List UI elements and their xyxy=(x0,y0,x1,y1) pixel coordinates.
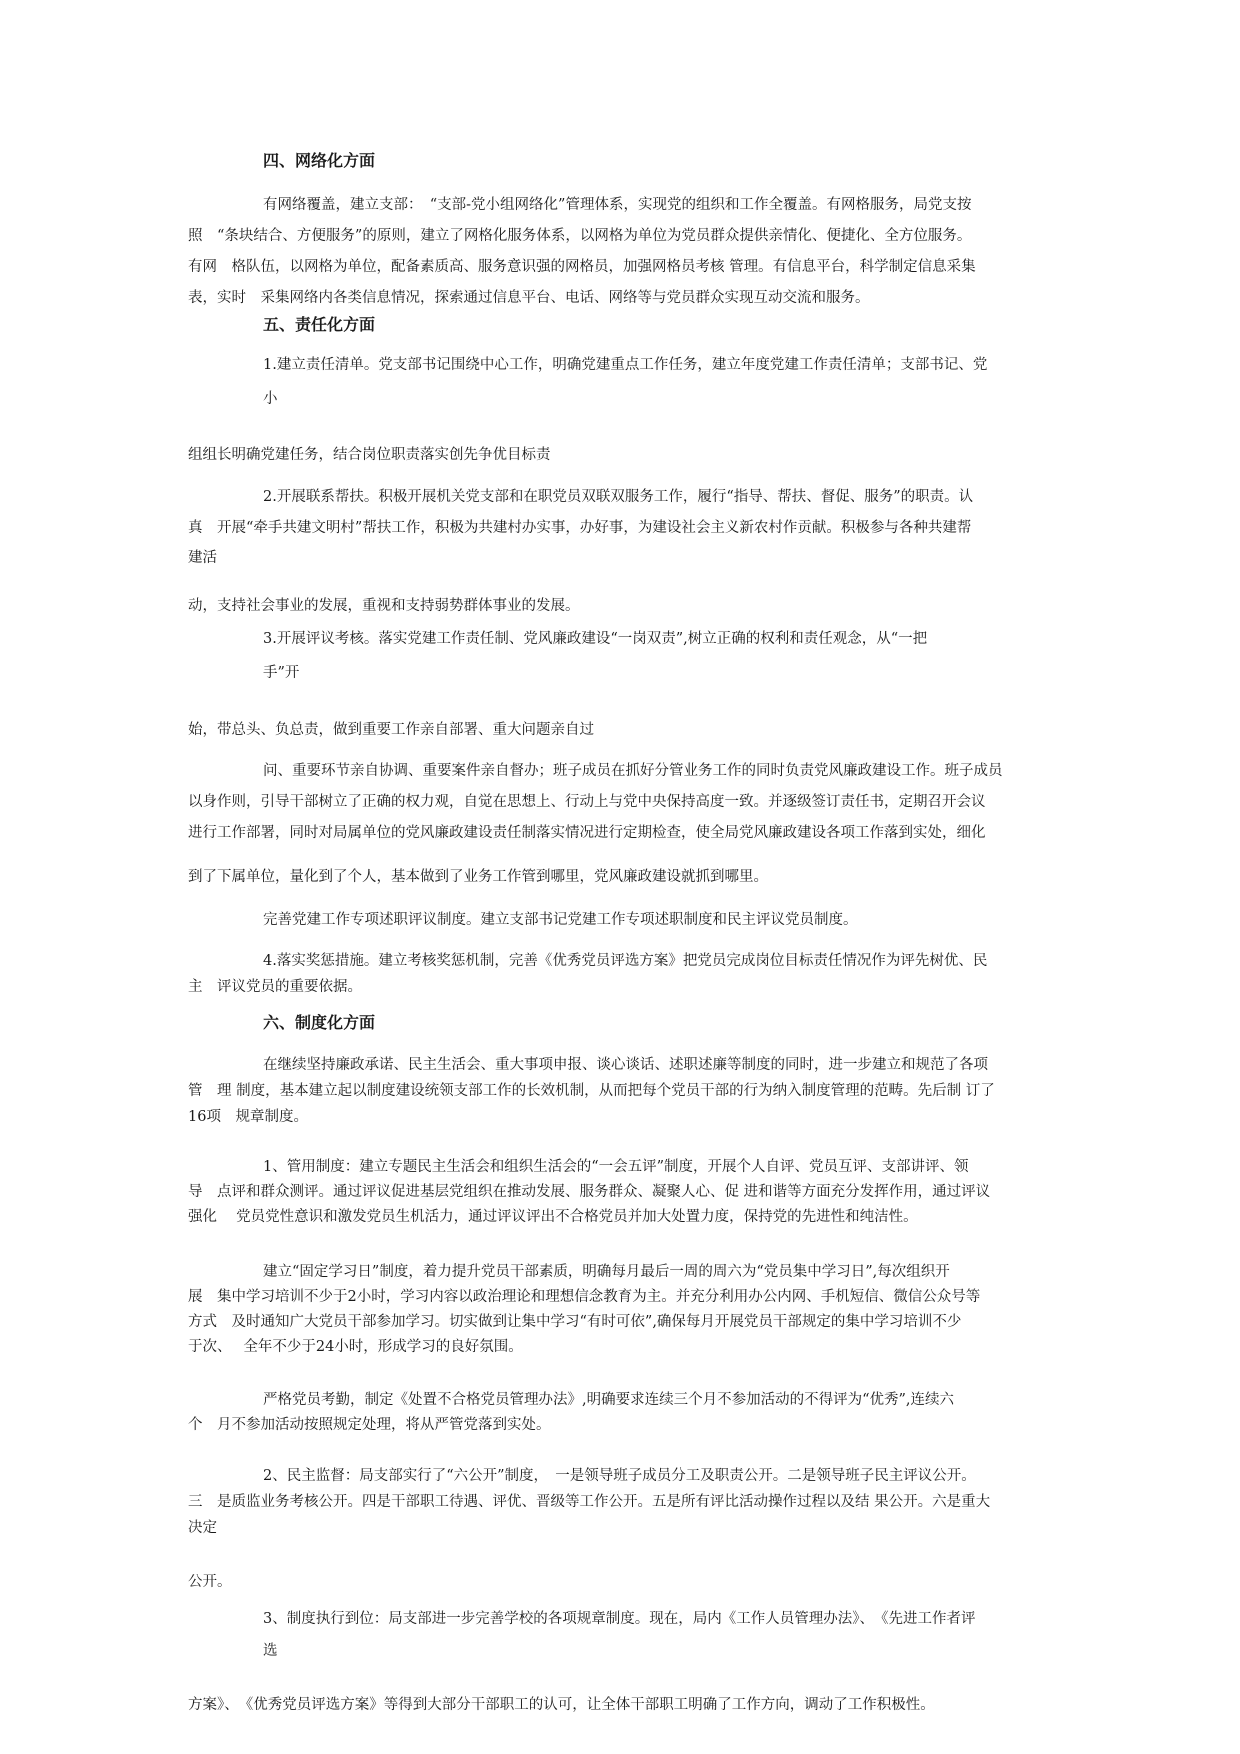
item-1-line: 1.建立责任清单。党支部书记围绕中心工作，明确党建重点工作任务，建立年度党建工作责任清单；支部书记、党 xyxy=(263,357,988,373)
p3-line: 个 月不参加活动按照规定处理，将从严管党落到实处。 xyxy=(188,1417,551,1433)
item-3-line: 始，带总头、负总责，做到重要工作亲自部署、重大问题亲自过 xyxy=(188,722,594,738)
item-3-line: 到了下属单位，量化到了个人，基本做到了业务工作管到哪里，党风廉政建设就抓到哪里。 xyxy=(188,869,768,885)
section-5-extra: 完善党建工作专项述职评议制度。建立支部书记党建工作专项述职制度和民主评议党员制度。 xyxy=(263,912,858,928)
item-3-line: 以身作则，引导干部树立了正确的权力观，自觉在思想上、行动上与党中央保持高度一致。并逐级签订责任书，定期召开会议 xyxy=(188,794,986,810)
p5-line: 方案》、 《优秀党员评选方案》等得到大部分干部职工的认可，让全体干部职工明确了工作方向，调动了工作积极性。 xyxy=(188,1697,935,1713)
p3-line: 严格党员考勤，制定《处置不合格党员管理办法》,明确要求连续三个月不参加活动的不得评为“优秀”,连续六 xyxy=(263,1392,955,1408)
item-4-line: 主 评议党员的重要依据。 xyxy=(188,979,362,995)
p2-line: 方式 及时通知广大党员干部参加学习。切实做到让集中学习“有时可依”,确保每月开展党员干部规定的集中学习培训不少 xyxy=(188,1314,962,1330)
p4-line: 决定 xyxy=(188,1520,217,1536)
item-3-line: 手”开 xyxy=(263,665,300,681)
item-1-line: 小 xyxy=(263,391,278,407)
item-2-line: 真 开展“牵手共建文明村”帮扶工作，积极为共建村办实事，办好事，为建设社会主义新农村作贡献。积极参与各种共建帮 xyxy=(188,520,972,536)
p5-line: 3、制度执行到位：局支部进一步完善学校的各项规章制度。现在，局内《工作人员管理办法》、 《先进工作者评 xyxy=(263,1611,976,1627)
section-heading-5: 五、责任化方面 xyxy=(263,315,376,334)
p1-line: 强化 党员党性意识和激发党员生机活力，通过评议评出不合格党员并加大处置力度，保持党的先进性和纯洁性。 xyxy=(188,1209,918,1225)
p2-line: 建立“固定学习日”制度，着力提升党员干部素质，明确每月最后一周的周六为“党员集中学习日”,每次组织开 xyxy=(263,1264,950,1280)
p1-line: 导 点评和群众测评。通过评议促进基层党组织在推动发展、服务群众、凝聚人心、促 进和谐等方面充分发挥作用，通过评议 xyxy=(188,1184,991,1200)
item-3-line: 问、重要环节亲自协调、重要案件亲自督办；班子成员在抓好分管业务工作的同时负责党风廉政建设工作。班子成员 xyxy=(263,763,1003,779)
section-heading-4: 四、网络化方面 xyxy=(263,151,376,170)
paragraph-line: 照 “条块结合、方便服务”的原则，建立了网格化服务体系，以网格为单位为党员群众提供亲情化、便捷化、全方位服务。 xyxy=(188,228,972,244)
item-4-line: 4.落实奖惩措施。建立考核奖惩机制，完善《优秀党员评选方案》把党员完成岗位目标责任情况作为评先树优、民 xyxy=(263,953,988,969)
item-3-line: 3.开展评议考核。落实党建工作责任制、党风廉政建设“一岗双责”,树立正确的权利和责任观念，从“一把 xyxy=(263,631,928,647)
paragraph-line: 有网络覆盖，建立支部： “支部-党小组网络化”管理体系，实现党的组织和工作全覆盖。有网格服务，局党支按 xyxy=(263,197,972,213)
item-2-line: 动，支持社会事业的发展，重视和支持弱势群体事业的发展。 xyxy=(188,598,580,614)
section-4-paragraph xyxy=(188,190,1050,314)
item-2-line: 2.开展联系帮扶。积极开展机关党支部和在职党员双联双服务工作，履行“指导、帮扶、督促、服务”的职责。认 xyxy=(263,489,974,505)
p4-line: 公开。 xyxy=(188,1574,232,1590)
paragraph-line: 表，实时 采集网络内各类信息情况，探索通过信息平台、电话、网络等与党员群众实现互动交流和服务。 xyxy=(188,290,870,306)
p4-line: 2、民主监督：局支部实行了“六公开”制度， 一是领导班子成员分工及职责公开。二是领导班子民主评议公开。 xyxy=(263,1468,976,1484)
section-6-intro-line: 在继续坚持廉政承诺、民主生活会、重大事项申报、谈心谈话、述职述廉等制度的同时，进一步建立和规范了各项 xyxy=(263,1057,988,1073)
paragraph-line: 有网 格队伍，以网格为单位，配备素质高、服务意识强的网格员，加强网格员考核 管理。有信息平台，科学制定信息采集 xyxy=(188,259,976,275)
p2-line: 展 集中学习培训不少于2小时，学习内容以政治理论和理想信念教育为主。并充分利用办公内网、手机短信、微信公众号等 xyxy=(188,1289,981,1305)
section-heading-6: 六、制度化方面 xyxy=(263,1013,376,1032)
p4-line: 三 是质监业务考核公开。四是干部职工待遇、评优、晋级等工作公开。五是所有评比活动操作过程以及结 果公开。六是重大 xyxy=(188,1494,991,1510)
section-6-intro-line: 16项 规章制度。 xyxy=(188,1109,308,1125)
p5-line: 选 xyxy=(263,1643,278,1659)
p2-line: 于次、 全年不少于24小时，形成学习的良好氛围。 xyxy=(188,1339,523,1355)
item-1-line: 组组长明确党建任务，结合岗位职责落实创先争优目标责 xyxy=(188,447,551,463)
p1-line: 1、管用制度：建立专题民主生活会和组织生活会的“一会五评”制度，开展个人自评、党员互评、支部讲评、领 xyxy=(263,1159,969,1175)
section-6-intro-line: 管 理 制度，基本建立起以制度建设统领支部工作的长效机制，从而把每个党员干部的行为纳入制度管理的范畴。先后制 订了 xyxy=(188,1083,995,1099)
item-3-line: 进行工作部署，同时对局属单位的党风廉政建设责任制落实情况进行定期检查，使全局党风廉政建设各项工作落到实处，细化 xyxy=(188,825,986,841)
item-2-line: 建活 xyxy=(188,550,217,566)
